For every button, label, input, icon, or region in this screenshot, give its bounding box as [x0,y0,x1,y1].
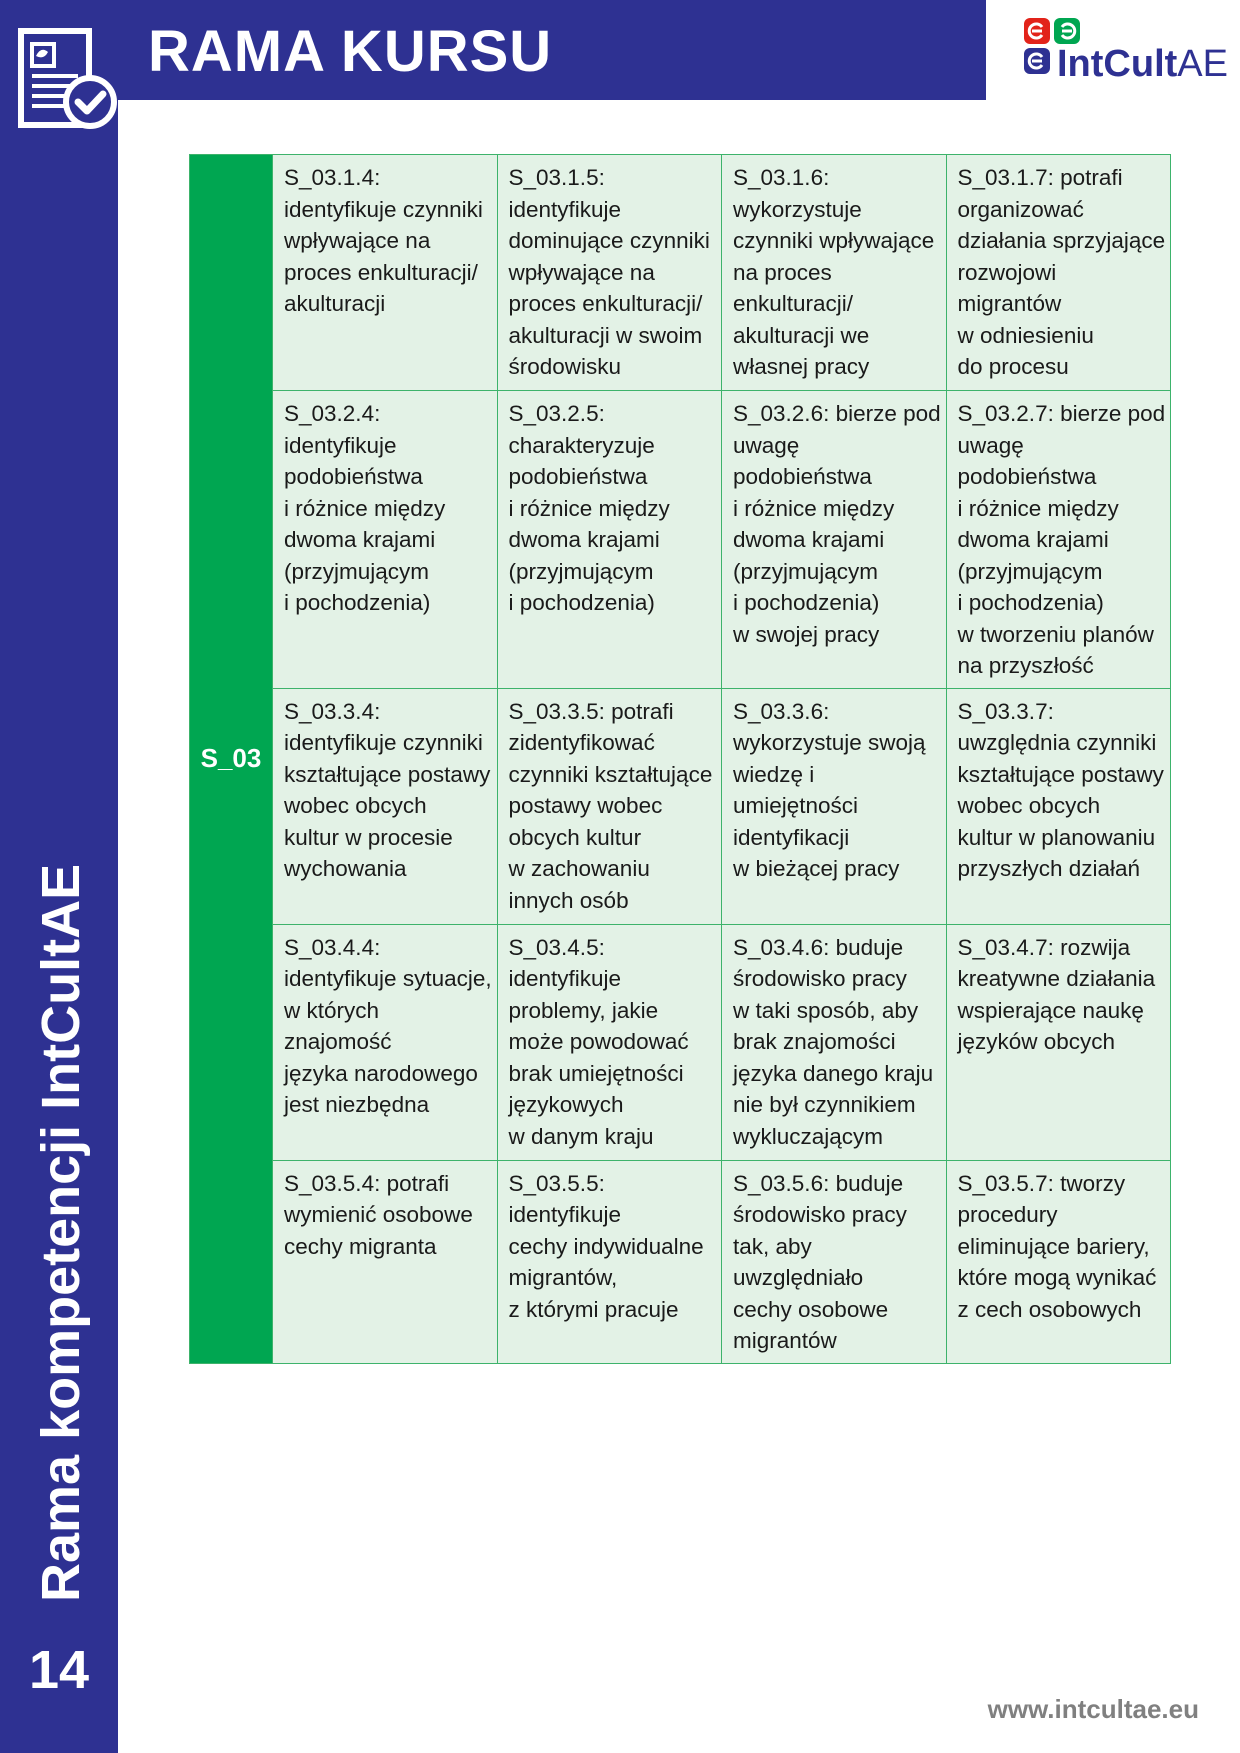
table-cell: S_03.3.7: uwzględnia czynniki kształtujące postawy wobec obcych kultur w planowaniu przyszłych działań [946,688,1171,924]
table-cell: S_03.5.5: identyfikuje cechy indywidualne migrantów, z którymi pracuje [497,1160,722,1363]
table-cell: S_03.5.4: potrafi wymienić osobowe cechy migranta [273,1160,498,1363]
table-row [190,391,1171,689]
table-cell: S_03.4.4: identyfikuje sytuacje, w których znajomość języka narodowego jest niezbędna [273,924,498,1160]
competence-code-cell: S_03 [190,155,273,1364]
table-cell: S_03.4.6: buduje środowisko pracy w taki sposób, aby brak znajomości języka danego kraju nie był czynnikiem wykluczającym [722,924,947,1160]
table-cell: S_03.1.7: potrafi organizować działania sprzyjające rozwojowi migrantów w odniesieniu do procesu [946,155,1171,391]
table-cell: S_03.1.4: identyfikuje czynniki wpływające na proces enkulturacji/ akulturacji [273,155,498,391]
page-number: 14 [28,1640,90,1700]
table-cell: S_03.3.5: potrafi zidentyfikować czynniki kształtujące postawy wobec obcych kultur w zachowaniu innych osób [497,688,722,924]
logo-text: IntCultAE [1057,43,1228,85]
table-cell: S_03.3.4: identyfikuje czynniki kształtujące postawy wobec obcych kultur w procesie wychowania [273,688,498,924]
table-row [190,155,1171,391]
website-url: www.intcultae.eu [987,1694,1199,1724]
table-cell: S_03.5.7: tworzy procedury eliminujące bariery, które mogą wynikać z cech osobowych [946,1160,1171,1363]
table-row [190,688,1171,924]
table-row [190,924,1171,1160]
table-cell: S_03.2.6: bierze pod uwagę podobieństwa i różnice między dwoma krajami (przyjmującym i pochodzenia) w swojej pracy [722,391,947,689]
document-checklist-icon [18,28,118,132]
competence-table [189,154,1171,1364]
table-cell: S_03.4.7: rozwija kreatywne działania wspierające naukę języków obcych [946,924,1171,1160]
table-cell: S_03.1.5: identyfikuje dominujące czynniki wpływające na proces enkulturacji/ akulturacji w swoim środowisku [497,155,722,391]
table-cell: S_03.3.6: wykorzystuje swoją wiedzę i umiejętności identyfikacji w bieżącej pracy [722,688,947,924]
vertical-title: Rama kompetencji IntCultAE [31,863,91,1602]
table-cell: S_03.5.6: buduje środowisko pracy tak, aby uwzględniało cechy osobowe migrantów [722,1160,947,1363]
table-cell: S_03.2.4: identyfikuje podobieństwa i różnice między dwoma krajami (przyjmującym i pochodzenia) [273,391,498,689]
page-title: RAMA KURSU [148,19,553,84]
table-cell: S_03.2.7: bierze pod uwagę podobieństwa i różnice między dwoma krajami (przyjmującym i pochodzenia) w tworzeniu planów na przyszłość [946,391,1171,689]
table-cell: S_03.2.5: charakteryzuje podobieństwa i różnice między dwoma krajami (przyjmującym i pochodzenia) [497,391,722,689]
table-row [190,1160,1171,1363]
table-cell: S_03.4.5: identyfikuje problemy, jakie może powodować brak umiejętności językowych w danym kraju [497,924,722,1160]
table-cell: S_03.1.6: wykorzystuje czynniki wpływające na proces enkulturacji/ akulturacji we własnej pracy [722,155,947,391]
